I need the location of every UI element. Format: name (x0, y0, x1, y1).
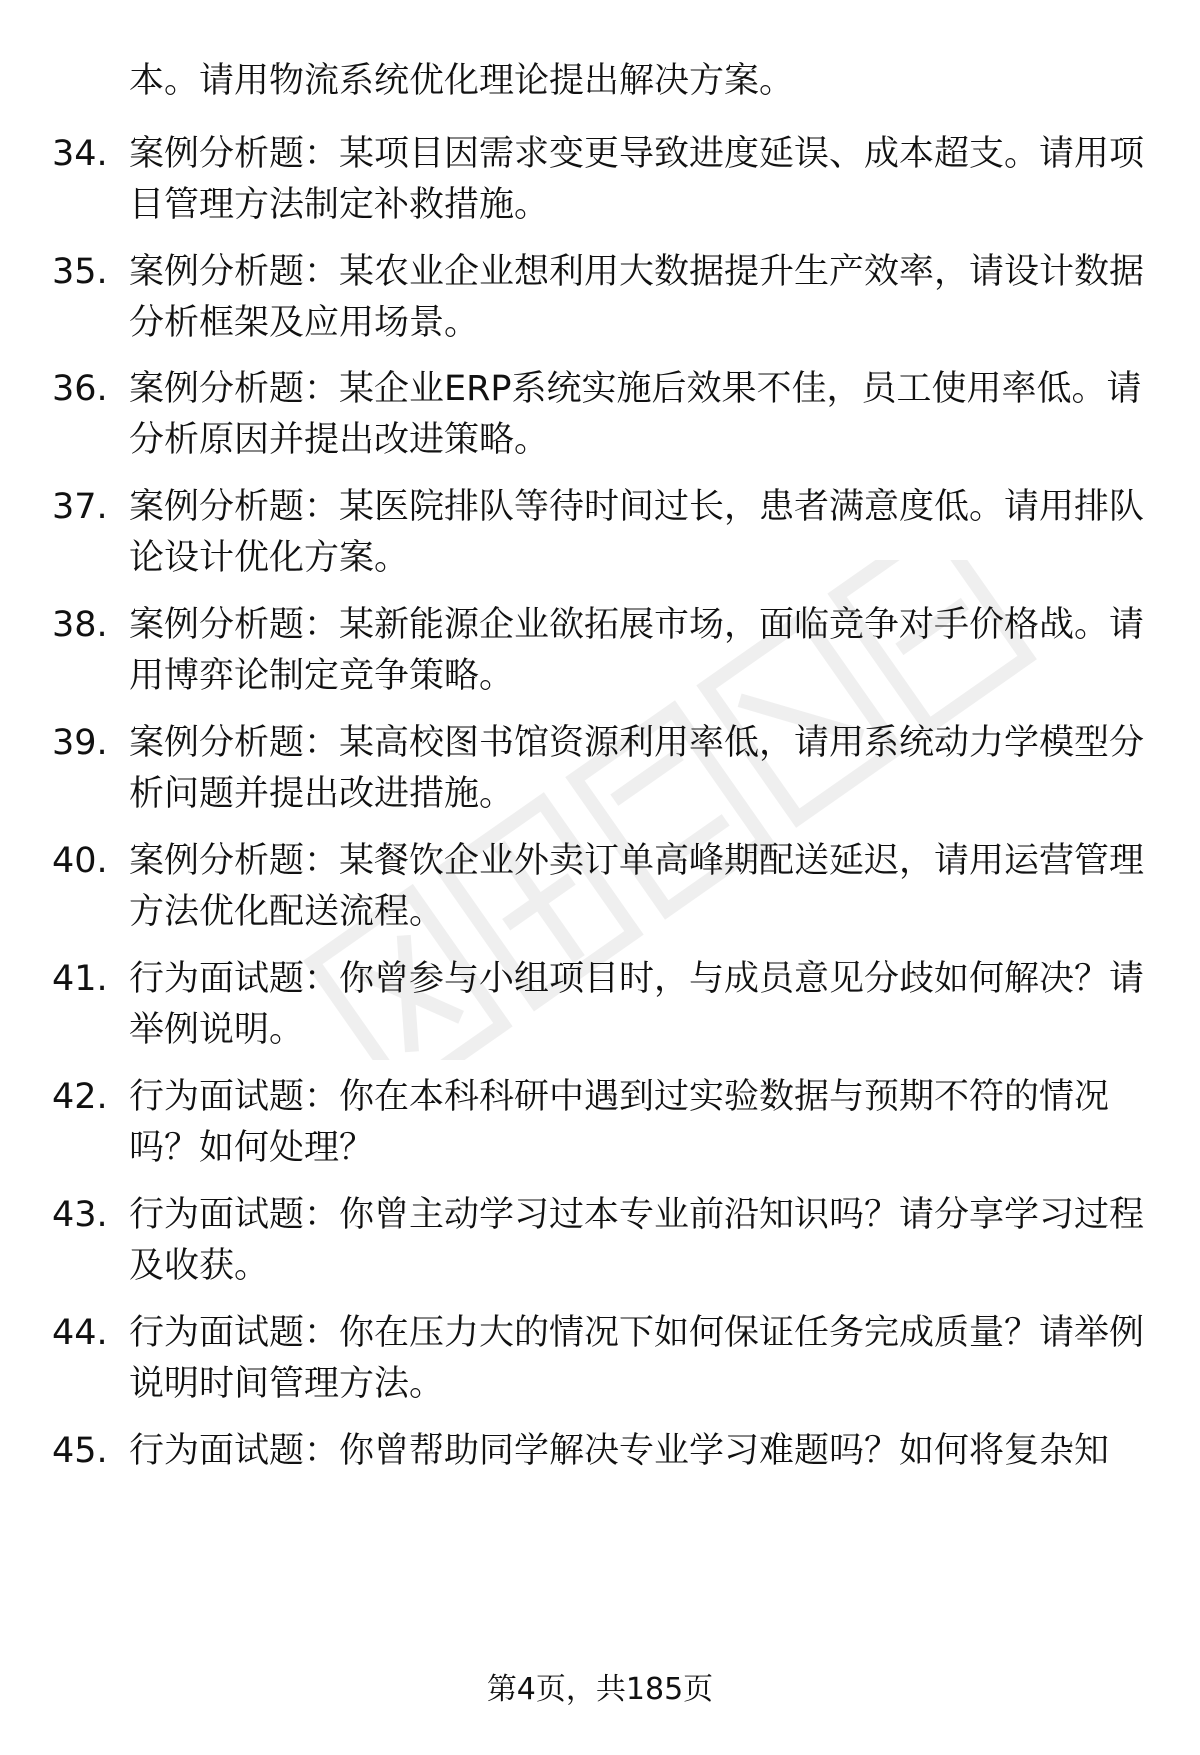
item-text: 案例分析题：某医院排队等待时间过长，患者满意度低。请用排队论设计优化方案。 (129, 487, 1145, 578)
item-number: 38. (52, 605, 108, 645)
item-number: 37. (52, 487, 108, 527)
page-footer: 第4页，共185页 (486, 1672, 714, 1707)
item-number: 36. (52, 369, 108, 409)
item-number: 41. (52, 959, 108, 999)
item-number: 44. (52, 1313, 108, 1353)
item-text: 案例分析题：某高校图书馆资源利用率低，请用系统动力学模型分析问题并提出改进措施。 (129, 723, 1145, 814)
item-number: 40. (52, 841, 108, 881)
continuation-text: 本。请用物流系统优化理论提出解决方案。 (129, 61, 795, 101)
item-number: 34. (52, 134, 108, 174)
item-number: 39. (52, 723, 108, 763)
item-text: 行为面试题：你曾主动学习过本专业前沿知识吗？请分享学习过程及收获。 (129, 1195, 1145, 1286)
item-number: 43. (52, 1195, 108, 1235)
item-text: 行为面试题：你在压力大的情况下如何保证任务完成质量？请举例说明时间管理方法。 (129, 1313, 1145, 1404)
item-text: 行为面试题：你曾参与小组项目时，与成员意见分歧如何解决？请举例说明。 (129, 959, 1145, 1050)
item-text: 案例分析题：某餐饮企业外卖订单高峰期配送延迟，请用运营管理方法优化配送流程。 (129, 841, 1145, 932)
item-text: 案例分析题：某企业ERP系统实施后效果不佳，员工使用率低。请分析原因并提出改进策略。 (129, 369, 1142, 460)
item-text: 案例分析题：某项目因需求变更导致进度延误、成本超支。请用项目管理方法制定补救措施。 (129, 134, 1145, 225)
item-text: 行为面试题：你曾帮助同学解决专业学习难题吗？如何将复杂知 (129, 1431, 1110, 1471)
item-text: 案例分析题：某农业企业想利用大数据提升生产效率，请设计数据分析框架及应用场景。 (129, 252, 1145, 343)
item-number: 35. (52, 252, 108, 292)
item-text: 案例分析题：某新能源企业欲拓展市场，面临竞争对手价格战。请用博弈论制定竞争策略。 (129, 605, 1145, 696)
item-number: 42. (52, 1077, 108, 1117)
item-text: 行为面试题：你在本科科研中遇到过实验数据与预期不符的情况吗？如何处理？ (129, 1077, 1110, 1168)
item-number: 45. (52, 1431, 108, 1471)
